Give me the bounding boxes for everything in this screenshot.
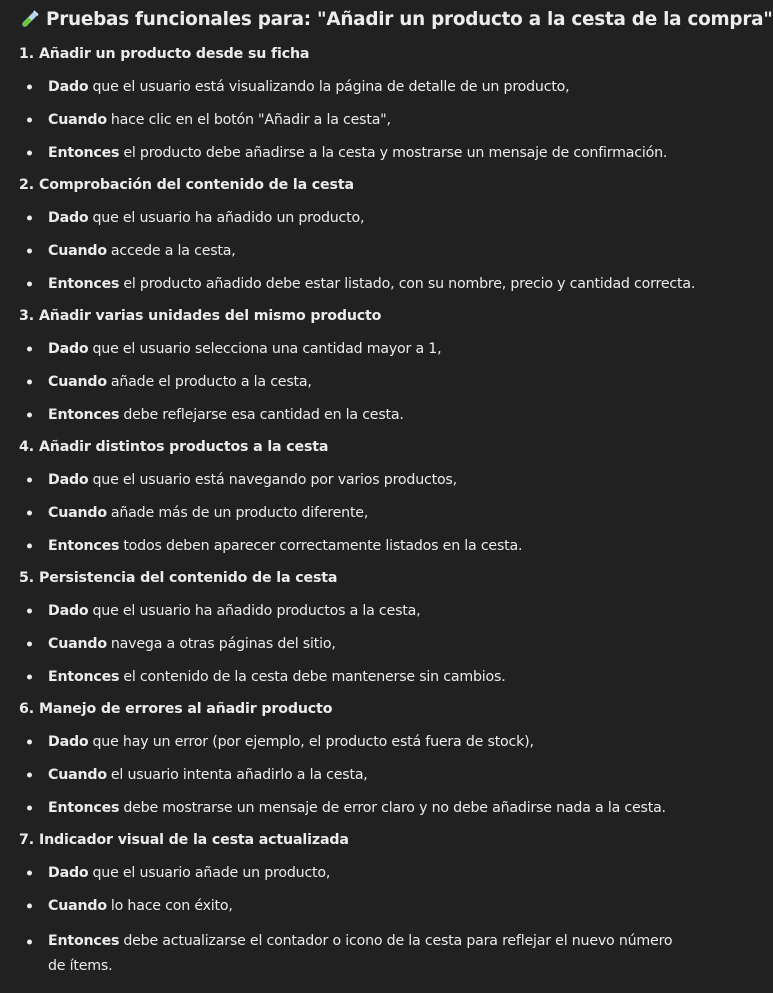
list-item-text xyxy=(48,243,236,259)
test-section xyxy=(19,300,689,431)
step-text: debe reflejarse esa cantidad en la cesta. xyxy=(123,406,404,423)
section-heading-text: Comprobación del contenido de la cesta xyxy=(38,177,354,193)
step-text: que el usuario está visualizando la página de detalle de un producto, xyxy=(92,78,570,95)
section-heading xyxy=(19,562,689,594)
gherkin-keyword: Entonces xyxy=(48,668,120,685)
step-text: el producto debe añadirse a la cesta y mostrarse un mensaje de confirmación. xyxy=(123,144,668,161)
list-item-text xyxy=(48,505,368,521)
bullet-dot-icon xyxy=(27,281,32,286)
list-item xyxy=(19,103,689,136)
page-title xyxy=(19,0,773,38)
bullet-dot-icon xyxy=(27,379,32,384)
list-item xyxy=(19,136,689,169)
step-text: que el usuario ha añadido un producto, xyxy=(92,209,365,226)
list-item xyxy=(19,758,689,791)
gherkin-keyword: Dado xyxy=(48,471,89,488)
bullet-dot-icon xyxy=(27,412,32,417)
section-number: 4. xyxy=(19,439,34,455)
step-text: el contenido de la cesta debe mantenerse sin cambios. xyxy=(123,668,506,685)
step-text: todos deben aparecer correctamente listados en la cesta. xyxy=(123,537,523,554)
step-text: navega a otras páginas del sitio, xyxy=(110,635,336,652)
test-tube-icon xyxy=(19,9,40,30)
step-text: que hay un error (por ejemplo, el producto está fuera de stock), xyxy=(92,733,534,750)
step-text: que el usuario selecciona una cantidad mayor a 1, xyxy=(92,340,442,357)
test-section xyxy=(19,38,689,169)
list-item-text xyxy=(48,898,233,914)
list-item xyxy=(19,496,689,529)
bullet-dot-icon xyxy=(27,739,32,744)
section-number: 3. xyxy=(19,308,34,324)
test-section xyxy=(19,824,689,979)
section-heading xyxy=(19,169,689,201)
gherkin-keyword: Cuando xyxy=(48,635,107,652)
section-heading xyxy=(19,38,689,70)
list-item-text xyxy=(48,374,312,390)
step-text: debe actualizarse el contador o icono de la cesta para reflejar el nuevo número de ítems. xyxy=(48,933,673,974)
section-heading-text: Indicador visual de la cesta actualizada xyxy=(38,832,349,848)
step-text: que el usuario está navegando por varios productos, xyxy=(92,471,457,488)
list-item-text xyxy=(48,79,569,95)
section-number: 1. xyxy=(19,46,34,62)
list-item xyxy=(19,791,689,824)
section-heading-text: Manejo de errores al añadir producto xyxy=(38,701,333,717)
bullet-dot-icon xyxy=(27,940,32,945)
section-heading-text: Añadir distintos productos a la cesta xyxy=(38,439,329,455)
section-heading xyxy=(19,693,689,725)
bullet-dot-icon xyxy=(27,117,32,122)
list-item-text xyxy=(48,538,522,554)
list-item-text xyxy=(48,767,368,783)
bullet-dot-icon xyxy=(27,805,32,810)
bullet-dot-icon xyxy=(27,543,32,548)
step-text: hace clic en el botón "Añadir a la cesta", xyxy=(110,111,391,128)
list-item xyxy=(19,889,689,922)
gherkin-keyword: Entonces xyxy=(48,799,120,816)
gherkin-keyword: Entonces xyxy=(48,537,120,554)
step-text: añade el producto a la cesta, xyxy=(110,373,312,390)
gherkin-keyword: Dado xyxy=(48,864,89,881)
list-item xyxy=(19,267,696,300)
gherkin-keyword: Dado xyxy=(48,733,89,750)
gherkin-keyword: Entonces xyxy=(48,933,120,949)
section-heading xyxy=(19,431,689,463)
list-item-text xyxy=(48,865,330,881)
list-item xyxy=(19,529,689,562)
list-item-text xyxy=(48,800,666,816)
list-item xyxy=(19,725,689,758)
step-text: el producto añadido debe estar listado, con su nombre, precio y cantidad correcta. xyxy=(123,275,696,292)
step-text: accede a la cesta, xyxy=(110,242,236,259)
section-heading xyxy=(19,824,689,856)
step-text: que el usuario añade un producto, xyxy=(92,864,331,881)
section-heading-text: Añadir varias unidades del mismo producto xyxy=(38,308,382,324)
title-text: Pruebas funcionales para: "Añadir un producto a la cesta de la compra" xyxy=(46,8,773,30)
test-sections xyxy=(19,38,696,979)
bullet-dot-icon xyxy=(27,150,32,155)
section-heading xyxy=(19,300,689,332)
bullet-dot-icon xyxy=(27,84,32,89)
bullet-dot-icon xyxy=(27,772,32,777)
bullet-dot-icon xyxy=(27,346,32,351)
bullet-list xyxy=(19,332,689,431)
list-item xyxy=(19,660,689,693)
list-item xyxy=(19,365,689,398)
bullet-dot-icon xyxy=(27,870,32,875)
gherkin-keyword: Dado xyxy=(48,602,89,619)
bullet-list xyxy=(19,70,689,169)
section-number: 5. xyxy=(19,570,34,586)
bullet-dot-icon xyxy=(27,608,32,613)
bullet-dot-icon xyxy=(27,903,32,908)
list-item-text xyxy=(48,472,457,488)
bullet-dot-icon xyxy=(27,641,32,646)
section-heading-text: Persistencia del contenido de la cesta xyxy=(38,570,338,586)
bullet-dot-icon xyxy=(27,477,32,482)
section-number: 6. xyxy=(19,701,34,717)
list-item-text xyxy=(48,734,534,750)
list-item-text xyxy=(48,407,404,423)
test-section xyxy=(19,169,696,300)
bullet-dot-icon xyxy=(27,248,32,253)
step-text: debe mostrarse un mensaje de error claro y no debe añadirse nada a la cesta. xyxy=(123,799,666,816)
list-item-text xyxy=(48,145,667,161)
gherkin-keyword: Cuando xyxy=(48,897,107,914)
gherkin-keyword: Entonces xyxy=(48,406,120,423)
gherkin-keyword: Dado xyxy=(48,209,89,226)
list-item-text xyxy=(48,603,420,619)
gherkin-keyword: Cuando xyxy=(48,242,107,259)
gherkin-keyword: Dado xyxy=(48,78,89,95)
section-heading-text: Añadir un producto desde su ficha xyxy=(38,46,310,62)
bullet-list xyxy=(19,201,696,300)
bullet-dot-icon xyxy=(27,510,32,515)
list-item-text xyxy=(48,929,675,979)
step-text: el usuario intenta añadirlo a la cesta, xyxy=(110,766,368,783)
gherkin-keyword: Cuando xyxy=(48,504,107,521)
list-item xyxy=(19,627,689,660)
list-item-text xyxy=(48,636,336,652)
gherkin-keyword: Cuando xyxy=(48,766,107,783)
test-section xyxy=(19,431,689,562)
test-section xyxy=(19,693,689,824)
list-item-text xyxy=(48,669,506,685)
bullet-dot-icon xyxy=(27,215,32,220)
test-section xyxy=(19,562,689,693)
bullet-list xyxy=(19,594,689,693)
bullet-list xyxy=(19,463,689,562)
step-text: lo hace con éxito, xyxy=(110,897,233,914)
list-item xyxy=(19,922,689,979)
list-item xyxy=(19,332,689,365)
list-item xyxy=(19,234,689,267)
section-number: 2. xyxy=(19,177,34,193)
list-item xyxy=(19,856,689,889)
list-item-text xyxy=(48,112,391,128)
list-item xyxy=(19,463,689,496)
gherkin-keyword: Cuando xyxy=(48,111,107,128)
step-text: que el usuario ha añadido productos a la cesta, xyxy=(92,602,421,619)
bullet-dot-icon xyxy=(27,674,32,679)
step-text: añade más de un producto diferente, xyxy=(110,504,369,521)
gherkin-keyword: Entonces xyxy=(48,144,120,161)
list-item xyxy=(19,70,689,103)
bullet-list xyxy=(19,856,689,979)
list-item-text xyxy=(48,276,695,292)
gherkin-keyword: Entonces xyxy=(48,275,120,292)
gherkin-keyword: Dado xyxy=(48,340,89,357)
list-item xyxy=(19,594,689,627)
list-item xyxy=(19,201,689,234)
section-number: 7. xyxy=(19,832,34,848)
list-item-text xyxy=(48,341,441,357)
bullet-list xyxy=(19,725,689,824)
gherkin-keyword: Cuando xyxy=(48,373,107,390)
list-item xyxy=(19,398,689,431)
list-item-text xyxy=(48,210,364,226)
